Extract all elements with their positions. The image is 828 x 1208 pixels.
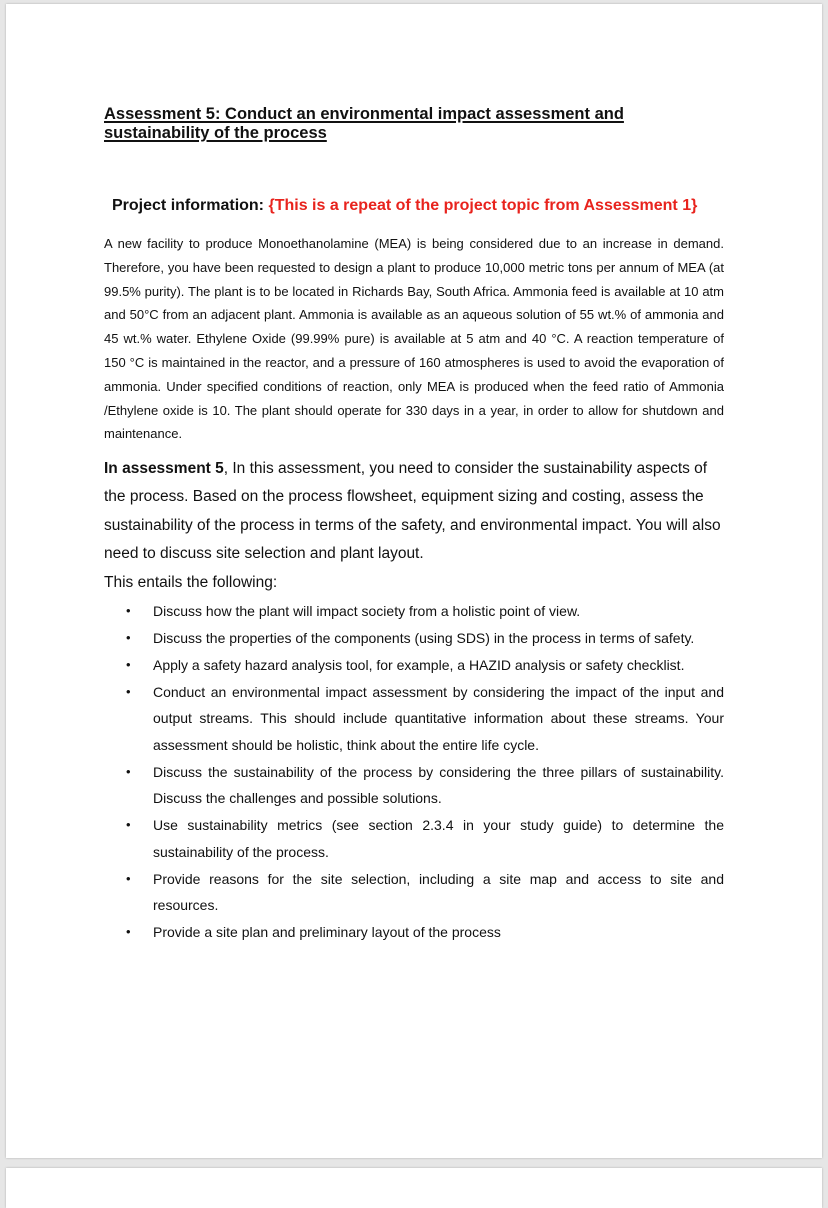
assessment-intro: [104, 455, 724, 569]
list-item-text: Apply a safety hazard analysis tool, for example, a HAZID analysis or safety checklist.: [153, 657, 685, 673]
list-item-text: Discuss the properties of the components (using SDS) in the process in terms of safety.: [153, 630, 695, 646]
bullet-icon: •: [126, 630, 131, 645]
list-item-text: Discuss how the plant will impact society from a holistic point of view.: [153, 603, 581, 619]
list-item-text: Provide a site plan and preliminary layout of the process: [153, 924, 501, 941]
entails-label: This entails the following:: [104, 574, 278, 591]
assessment-intro-lead: In assessment 5: [104, 460, 224, 477]
project-information-label: Project information:: [112, 197, 265, 214]
list-item: [126, 812, 724, 865]
document-title: Assessment 5: Conduct an environmental impact assessment and sustainability of the process: [104, 105, 624, 142]
task-list: [126, 598, 724, 946]
bullet-icon: •: [126, 924, 131, 940]
bullet-icon: •: [126, 603, 131, 618]
list-item: [126, 866, 724, 919]
project-repeat-note: {This is a repeat of the project topic from Assessment 1}: [268, 197, 698, 214]
bullet-icon: •: [126, 684, 131, 699]
list-item-text: Conduct an environmental impact assessment by considering the impact of the input and output streams. This should include quantitative information about these streams. Your assessment should be holistic, think about the entire life cycle.: [153, 684, 724, 753]
document-page: [6, 4, 822, 1158]
list-item: [126, 598, 724, 624]
list-item: [126, 759, 724, 812]
list-item: [126, 625, 724, 651]
list-item: [126, 652, 724, 678]
assessment-intro-text: , In this assessment, you need to consider the sustainability aspects of the process. Based on the process flowsheet, equipment sizing and costing, assess the sustainability of the process in terms of the safety, and environmental impact. You will also need to discuss site selection and plant layout.: [104, 460, 721, 563]
project-description: A new facility to produce Monoethanolamine (MEA) is being considered due to an increase in demand. Therefore, you have been requested to design a plant to produce 10,000 metric tons per annum of MEA (at 99.5% purity). The plant is to be located in Richards Bay, South Africa. Ammonia feed is available at 10 atm and 50°C from an adjacent plant. Ammonia is available as an aqueous solution of 55 wt.% of ammonia and 45 wt.% water. Ethylene Oxide (99.99% pure) is available at 5 atm and 40 °C. A reaction temperature of 150 °C is maintained in the reactor, and a pressure of 160 atmospheres is used to avoid the evaporation of ammonia. Under specified conditions of reaction, only MEA is produced when the feed ratio of Ammonia /Ethylene oxide is 10. The plant should operate for 330 days in a year, in order to allow for shutdown and maintenance.: [104, 236, 724, 442]
project-information-heading: [112, 196, 697, 216]
list-item-text: Discuss the sustainability of the process by considering the three pillars of sustainability. Discuss the challenges and possible solutions.: [153, 763, 724, 807]
list-item-text: Provide reasons for the site selection, including a site map and access to site and resources.: [153, 870, 724, 914]
next-page-edge: [6, 1168, 822, 1208]
bullet-icon: •: [126, 870, 131, 886]
bullet-icon: •: [126, 657, 131, 672]
list-item: [126, 679, 724, 758]
bullet-icon: •: [126, 817, 131, 833]
bullet-icon: •: [126, 763, 131, 779]
list-item: [126, 919, 724, 945]
list-item-text: Use sustainability metrics (see section 2.3.4 in your study guide) to determine the sustainability of the process.: [153, 817, 724, 860]
